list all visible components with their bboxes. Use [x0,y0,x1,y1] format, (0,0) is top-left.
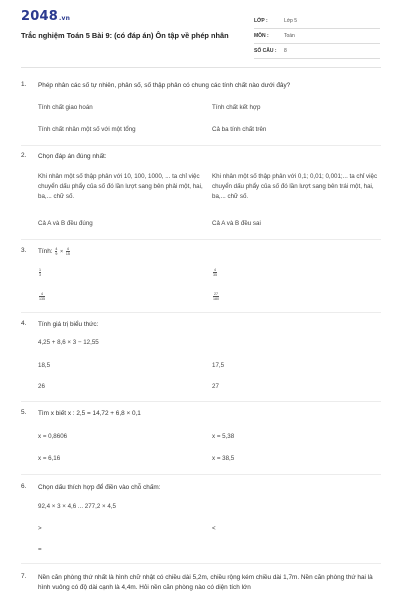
denominator: 135 [39,297,45,301]
question-divider [21,239,381,240]
header-divider [21,67,381,68]
question-expression: 92,4 × 3 × 4,6 ... 277,2 × 4,5 [38,503,116,510]
numerator: 4 [214,268,216,272]
option-d[interactable]: x = 38,5 [212,455,235,462]
option-c[interactable]: x = 6,16 [38,455,61,462]
meta-row-class [254,14,380,29]
option-b[interactable] [212,268,218,278]
meta-key: LỚP : [254,18,268,24]
option-d[interactable] [212,292,220,302]
question-text: Tính giá trị biểu thức: [38,321,99,328]
question-divider [21,312,381,313]
question-number: 1. [21,81,27,88]
option-a[interactable]: x = 0,8606 [38,433,68,440]
question-number: 7. [21,573,27,580]
question-text: Chọn dấu thích hợp để điền vào chỗ chấm: [38,484,161,491]
numerator: 4 [41,292,43,296]
option-c[interactable]: Tính chất nhân một số với một tổng [38,126,136,133]
option-a[interactable]: 18,5 [38,362,51,369]
option-d[interactable]: Cả A và B đều sai [212,220,261,227]
denominator: 180 [213,297,219,301]
numerator: 4 [66,247,69,251]
option-a[interactable]: Khi nhân một số thập phân với 10, 100, 1000, ... ta chỉ việc chuyển dấu phẩy của số đó lần lượt sang bên phải một, hai, ba,... chữ số. [38,173,203,200]
numerator: 1 [39,268,41,272]
option-c[interactable]: 26 [38,383,45,390]
option-b[interactable]: Khi nhân một số thập phân với 0,1; 0,01; 0,001;... ta chỉ việc chuyển dấu phẩy của số đó lần lượt sang bên trái một, hai, ba,... chữ số. [212,173,378,200]
fraction [213,268,217,277]
question-divider [21,563,381,564]
question-divider [21,145,381,146]
question-text: Nền căn phòng thứ nhất là hình chữ nhật có chiều dài 5,2m, chiều rộng kém chiều dài 1,7m. Nền căn phòng thứ hai là hình vuông có độ dài cạnh là 4,4m. Hỏi nền căn phòng nào có diện tích lớn [38,574,373,591]
question-number: 5. [21,409,27,416]
question-number: 4. [21,320,27,327]
option-a[interactable] [38,268,42,278]
option-b[interactable]: Tính chất kết hợp [212,104,261,111]
denominator: 9 [55,252,58,256]
denominator: 35 [213,273,217,277]
page-header [0,0,400,62]
question-number: 2. [21,152,27,159]
meta-value: Lớp 5 [284,18,298,24]
question-text [38,247,383,257]
question-text: Chọn đáp án đúng nhất: [38,153,107,160]
meta-row-subject [254,29,380,44]
operator: × [60,249,64,256]
question-divider [21,401,381,402]
question-text: Tìm x biết x : 2,5 = 14,72 + 6,8 × 0,1 [38,410,141,417]
meta-table [254,14,380,59]
option-c[interactable] [38,292,46,302]
denominator: 15 [65,252,70,256]
fraction [39,268,41,277]
option-d[interactable]: 27 [212,383,219,390]
site-logo[interactable] [21,9,70,24]
option-b[interactable]: < [212,525,216,532]
numerator: 4 [55,247,58,251]
denominator: 3 [39,273,41,277]
meta-row-count [254,44,380,59]
option-d[interactable]: Cả ba tính chất trên [212,126,267,133]
option-c[interactable]: Cả A và B đều đúng [38,220,93,227]
question-divider [21,474,381,475]
option-b[interactable]: x = 5,38 [212,433,235,440]
logo-text: 2048 [21,9,58,24]
fraction [213,292,219,301]
option-a[interactable]: Tính chất giao hoán [38,104,93,111]
question-number: 3. [21,247,27,254]
numerator: 27 [214,292,218,296]
fraction [39,292,45,301]
option-c[interactable]: = [38,546,42,553]
question-prefix: Tính: [38,248,53,256]
option-a[interactable]: > [38,525,42,532]
meta-key: SỐ CÂU : [254,48,277,54]
option-b[interactable]: 17,5 [212,362,225,369]
meta-key: MÔN : [254,33,269,39]
meta-value: 8 [284,48,287,54]
question-number: 6. [21,483,27,490]
fraction [66,247,70,256]
question-text: Phép nhân các số tự nhiên, phân số, số thập phân có chung các tính chất nào dưới đây? [38,82,291,89]
fraction [55,247,57,256]
meta-value: Toán [284,33,295,39]
question-expression: 4,25 + 8,6 × 3 − 12,55 [38,339,99,346]
document-title: Trắc nghiệm Toán 5 Bài 9: (có đáp án) Ôn tập về phép nhân [21,31,229,40]
logo-suffix: .vn [58,15,71,22]
